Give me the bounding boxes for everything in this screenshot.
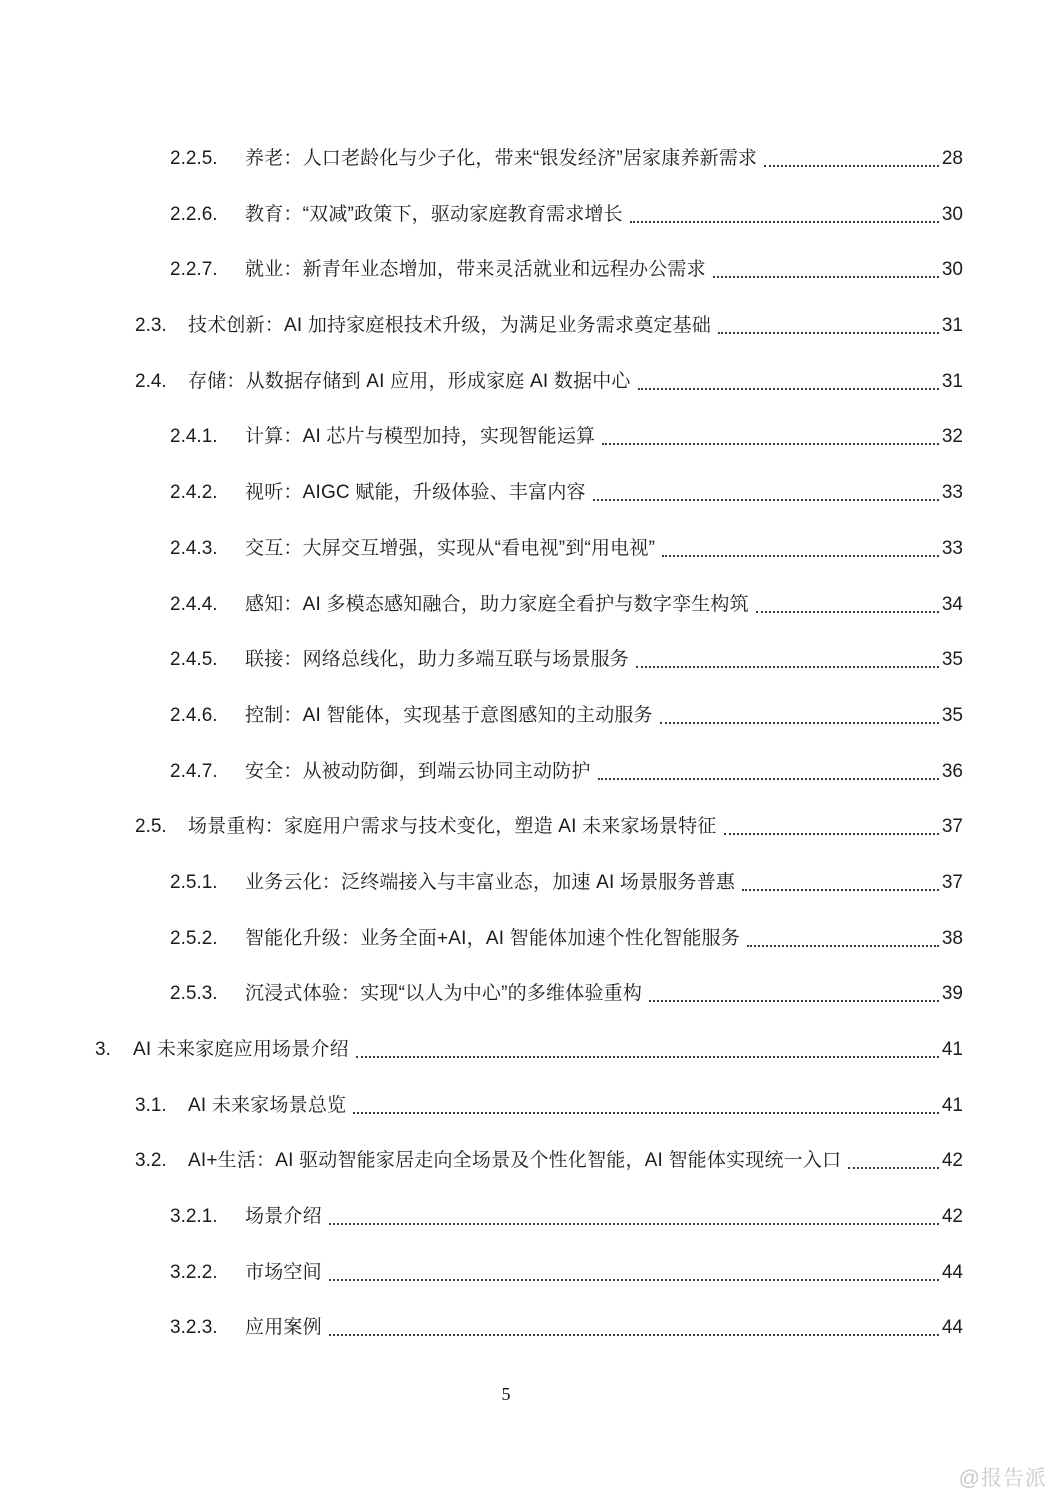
toc-entry-title: 存储：从数据存储到 AI 应用，形成家庭 AI 数据中心 <box>188 370 631 392</box>
dotted-leader <box>636 648 939 668</box>
dotted-leader <box>848 1149 939 1169</box>
toc-entry-page: 32 <box>941 426 963 448</box>
toc-entry[interactable] <box>95 927 963 983</box>
toc-entry-page: 37 <box>941 871 963 893</box>
toc-entry-page: 36 <box>941 760 963 782</box>
dotted-leader <box>718 314 939 334</box>
toc-entry[interactable] <box>95 258 963 314</box>
toc-entry[interactable] <box>95 704 963 760</box>
toc-entry-page: 44 <box>941 1261 963 1283</box>
toc-entry-number: 2.4. <box>135 370 167 392</box>
toc-entry-number: 3.1. <box>135 1094 167 1116</box>
toc-entry-page: 44 <box>941 1317 963 1339</box>
toc-entry-title: 市场空间 <box>245 1261 322 1283</box>
watermark: @报告派 <box>958 1467 1047 1490</box>
dotted-leader <box>356 1038 939 1058</box>
toc-entry-number: 2.5.3. <box>170 983 218 1005</box>
toc-entry-title: 控制：AI 智能体，实现基于意图感知的主动服务 <box>245 704 653 726</box>
toc-entry-number: 2.3. <box>135 315 167 337</box>
page-number: 5 <box>501 1384 511 1404</box>
toc-entry[interactable] <box>95 982 963 1038</box>
toc-entry-number: 2.5. <box>135 816 167 838</box>
toc-entry[interactable] <box>95 1149 963 1205</box>
toc-entry-number: 2.2.5. <box>170 148 218 169</box>
toc-entry-page: 31 <box>941 370 963 392</box>
dotted-leader <box>662 537 939 557</box>
toc-entry[interactable] <box>95 370 963 426</box>
toc-entry-page: 42 <box>941 1206 963 1228</box>
toc-entry[interactable] <box>95 648 963 704</box>
toc-entry[interactable] <box>95 147 963 203</box>
toc-entry-number: 2.4.6. <box>170 704 218 726</box>
toc-entry-page: 30 <box>941 203 963 225</box>
toc-entry-number: 2.4.5. <box>170 649 218 671</box>
toc-entry-page: 28 <box>941 148 963 169</box>
dotted-leader <box>602 425 939 445</box>
toc-entry[interactable] <box>95 425 963 481</box>
toc-entry-title: 场景重构：家庭用户需求与技术变化，塑造 AI 未来家场景特征 <box>188 816 717 838</box>
dotted-leader <box>598 760 939 780</box>
toc-entry[interactable] <box>95 871 963 927</box>
toc-entry-title: 沉浸式体验：实现“以人为中心”的多维体验重构 <box>245 983 643 1005</box>
toc-entry[interactable] <box>95 1316 963 1372</box>
toc-entry-title: 联接：网络总线化，助力多端互联与场景服务 <box>245 649 630 671</box>
toc-entry[interactable] <box>95 1038 963 1094</box>
dotted-leader <box>329 1205 939 1225</box>
toc-entry-page: 42 <box>941 1150 963 1172</box>
toc-entry-page: 39 <box>941 983 963 1005</box>
toc-entry-number: 3.2.3. <box>170 1317 218 1339</box>
toc-entry-number: 2.4.3. <box>170 537 218 559</box>
toc-entry-title: 交互：大屏交互增强，实现从“看电视”到“用电视” <box>245 537 656 559</box>
dotted-leader <box>713 258 939 278</box>
dotted-leader <box>593 481 939 501</box>
toc-entry-title: 就业：新青年业态增加，带来灵活就业和远程办公需求 <box>245 259 706 281</box>
toc-entry-title: 应用案例 <box>245 1317 322 1339</box>
toc-entry-title: 感知：AI 多模态感知融合，助力家庭全看护与数字孪生构筑 <box>245 593 749 615</box>
toc-entry[interactable] <box>95 203 963 259</box>
toc-entry[interactable] <box>95 1094 963 1150</box>
toc-entry-page: 33 <box>941 537 963 559</box>
toc-entry-page: 37 <box>941 816 963 838</box>
toc-entry[interactable] <box>95 815 963 871</box>
toc-entry[interactable] <box>95 314 963 370</box>
toc-entry-number: 2.5.2. <box>170 927 218 949</box>
toc-entry-title: 视听：AIGC 赋能，升级体验、丰富内容 <box>245 482 586 504</box>
dotted-leader <box>329 1261 939 1281</box>
toc-entry[interactable] <box>95 760 963 816</box>
toc-entry[interactable] <box>95 1261 963 1317</box>
dotted-leader <box>638 370 939 390</box>
toc-entry-page: 35 <box>941 704 963 726</box>
toc-entry-page: 41 <box>941 1094 963 1116</box>
dotted-leader <box>724 815 939 835</box>
table-of-contents <box>95 147 963 1372</box>
dotted-leader <box>329 1316 939 1336</box>
toc-entry-title: AI+生活：AI 驱动智能家居走向全场景及个性化智能，AI 智能体实现统一入口 <box>188 1150 842 1172</box>
toc-entry-number: 2.4.7. <box>170 760 218 782</box>
toc-entry-title: AI 未来家场景总览 <box>188 1094 347 1116</box>
toc-entry-page: 35 <box>941 649 963 671</box>
toc-entry-title: 业务云化：泛终端接入与丰富业态，加速 AI 场景服务普惠 <box>245 871 736 893</box>
dotted-leader <box>630 203 939 223</box>
toc-entry-title: 计算：AI 芯片与模型加持，实现智能运算 <box>245 426 596 448</box>
toc-entry-page: 33 <box>941 482 963 504</box>
dotted-leader <box>660 704 939 724</box>
dotted-leader <box>353 1094 939 1114</box>
toc-entry-title: 养老：人口老龄化与少子化，带来“银发经济”居家康养新需求 <box>245 148 758 169</box>
toc-entry-number: 2.4.4. <box>170 593 218 615</box>
toc-entry-title: 安全：从被动防御，到端云协同主动防护 <box>245 760 591 782</box>
toc-entry-page: 41 <box>941 1039 963 1060</box>
dotted-leader <box>747 927 939 947</box>
toc-entry-title: 场景介绍 <box>245 1206 322 1228</box>
dotted-leader <box>764 147 939 167</box>
toc-entry-title: AI 未来家庭应用场景介绍 <box>133 1039 349 1060</box>
toc-entry-number: 2.5.1. <box>170 871 218 893</box>
dotted-leader <box>756 593 939 613</box>
toc-entry-number: 2.2.6. <box>170 203 218 225</box>
toc-entry[interactable] <box>95 481 963 537</box>
toc-entry-title: 技术创新：AI 加持家庭根技术升级，为满足业务需求奠定基础 <box>188 315 712 337</box>
dotted-leader <box>742 871 939 891</box>
toc-entry-page: 38 <box>941 927 963 949</box>
toc-entry[interactable] <box>95 593 963 649</box>
toc-entry-page: 30 <box>941 259 963 281</box>
toc-entry-title: 智能化升级：业务全面+AI，AI 智能体加速个性化智能服务 <box>245 927 741 949</box>
toc-entry-title: 教育：“双减”政策下，驱动家庭教育需求增长 <box>245 203 623 225</box>
toc-entry-number: 3.2.1. <box>170 1206 218 1228</box>
toc-entry-number: 2.2.7. <box>170 259 218 281</box>
toc-entry-number: 3.2. <box>135 1150 167 1172</box>
toc-entry-number: 3. <box>95 1039 111 1060</box>
dotted-leader <box>649 982 939 1002</box>
toc-entry-number: 2.4.2. <box>170 482 218 504</box>
toc-entry-page: 31 <box>941 315 963 337</box>
toc-entry-page: 34 <box>941 593 963 615</box>
toc-entry-number: 3.2.2. <box>170 1261 218 1283</box>
toc-entry[interactable] <box>95 537 963 593</box>
toc-entry[interactable] <box>95 1205 963 1261</box>
toc-entry-number: 2.4.1. <box>170 426 218 448</box>
